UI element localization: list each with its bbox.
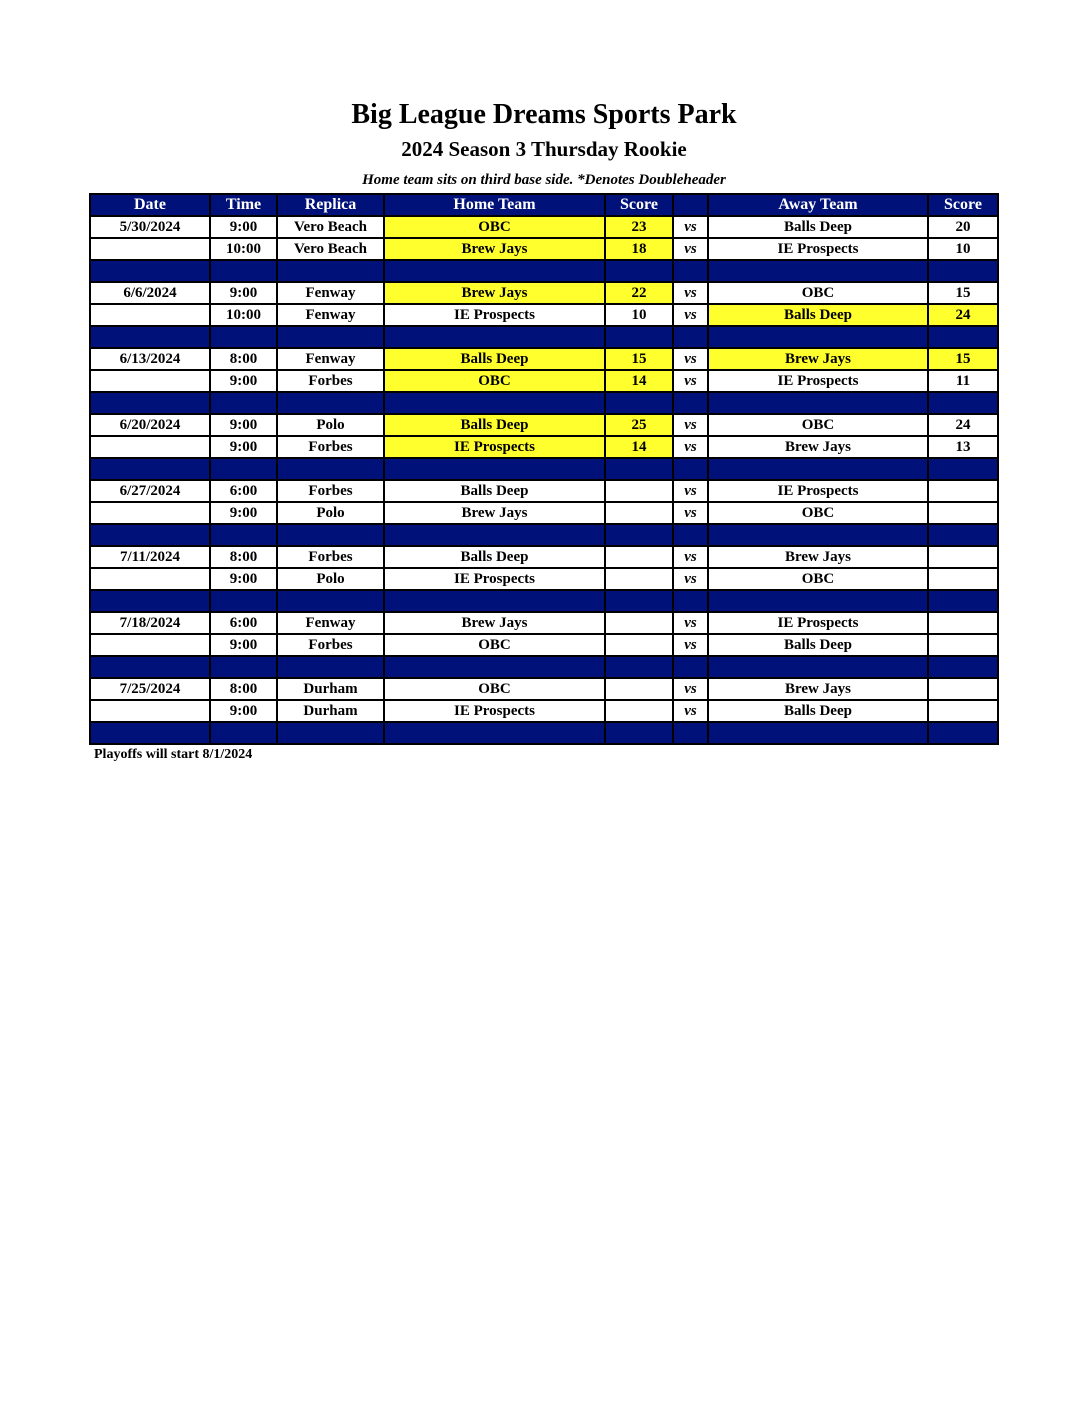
date-cell [90,568,210,590]
game-row [90,282,998,304]
home-team-cell: OBC [384,216,605,238]
away-team-cell: Balls Deep [708,634,928,656]
game-row [90,634,998,656]
date-cell [90,436,210,458]
time-cell: 10:00 [210,238,277,260]
date-cell: 7/11/2024 [90,546,210,568]
spacer-cell [673,458,708,480]
replica-cell: Durham [277,678,384,700]
column-header-date: Date [90,194,210,216]
home-team-cell: Brew Jays [384,238,605,260]
away-score-cell: 15 [928,282,998,304]
away-score-cell [928,502,998,524]
time-cell: 9:00 [210,502,277,524]
spacer-cell [384,260,605,282]
spacer-cell [605,326,673,348]
spacer-cell [928,590,998,612]
spacer-cell [384,722,605,744]
replica-cell: Polo [277,414,384,436]
home-score-cell [605,700,673,722]
spacer-cell [384,458,605,480]
spacer-cell [90,524,210,546]
spacer-cell [277,458,384,480]
vs-cell: vs [673,216,708,238]
spacer-cell [210,590,277,612]
date-cell [90,502,210,524]
schedule-note: Home team sits on third base side. *Denotes Doubleheader [362,172,726,188]
home-team-cell: Brew Jays [384,282,605,304]
away-team-cell: IE Prospects [708,370,928,392]
away-team-cell: OBC [708,502,928,524]
spacer-cell [708,392,928,414]
spacer-cell [90,260,210,282]
schedule-body [90,194,998,744]
spacer-cell [277,722,384,744]
spacer-cell [605,524,673,546]
spacer-cell [605,656,673,678]
away-score-cell: 11 [928,370,998,392]
date-cell: 7/25/2024 [90,678,210,700]
home-score-cell [605,480,673,502]
spacer-row [90,326,998,348]
home-team-cell: OBC [384,370,605,392]
home-score-cell: 22 [605,282,673,304]
away-score-cell [928,568,998,590]
spacer-cell [605,590,673,612]
spacer-cell [277,524,384,546]
spacer-cell [928,392,998,414]
home-score-cell [605,634,673,656]
away-team-cell: OBC [708,568,928,590]
spacer-cell [90,392,210,414]
away-team-cell: OBC [708,414,928,436]
game-row [90,612,998,634]
vs-cell: vs [673,502,708,524]
date-cell: 6/27/2024 [90,480,210,502]
spacer-cell [277,656,384,678]
away-score-cell [928,678,998,700]
home-team-cell: IE Prospects [384,700,605,722]
spacer-cell [708,260,928,282]
spacer-cell [708,722,928,744]
time-cell: 8:00 [210,678,277,700]
vs-cell: vs [673,436,708,458]
home-team-cell: IE Prospects [384,568,605,590]
vs-cell: vs [673,414,708,436]
home-score-cell [605,502,673,524]
spacer-cell [277,326,384,348]
replica-cell: Fenway [277,282,384,304]
game-row [90,216,998,238]
spacer-cell [210,260,277,282]
game-row [90,436,998,458]
home-team-cell: Brew Jays [384,502,605,524]
date-cell [90,238,210,260]
date-cell [90,304,210,326]
column-header-home-score: Score [605,194,673,216]
vs-cell: vs [673,480,708,502]
away-score-cell: 20 [928,216,998,238]
away-score-cell [928,700,998,722]
home-score-cell: 18 [605,238,673,260]
time-cell: 9:00 [210,216,277,238]
spacer-cell [210,458,277,480]
game-row [90,348,998,370]
away-team-cell: IE Prospects [708,612,928,634]
time-cell: 9:00 [210,414,277,436]
spacer-cell [928,524,998,546]
replica-cell: Forbes [277,480,384,502]
spacer-row [90,458,998,480]
home-score-cell [605,568,673,590]
spacer-cell [384,656,605,678]
vs-cell: vs [673,568,708,590]
spacer-cell [384,524,605,546]
game-row [90,502,998,524]
vs-cell: vs [673,634,708,656]
spacer-cell [210,524,277,546]
home-team-cell: Brew Jays [384,612,605,634]
spacer-cell [384,590,605,612]
spacer-cell [90,590,210,612]
away-team-cell: Brew Jays [708,436,928,458]
vs-cell: vs [673,238,708,260]
spacer-cell [928,458,998,480]
spacer-cell [277,392,384,414]
spacer-cell [384,392,605,414]
spacer-cell [210,392,277,414]
replica-cell: Vero Beach [277,216,384,238]
game-row [90,414,998,436]
spacer-cell [90,326,210,348]
time-cell: 8:00 [210,348,277,370]
home-score-cell: 23 [605,216,673,238]
time-cell: 8:00 [210,546,277,568]
column-header-replica: Replica [277,194,384,216]
replica-cell: Fenway [277,304,384,326]
spacer-row [90,392,998,414]
home-score-cell [605,612,673,634]
spacer-cell [605,392,673,414]
home-team-cell: OBC [384,634,605,656]
time-cell: 6:00 [210,480,277,502]
playoffs-note: Playoffs will start 8/1/2024 [94,747,253,762]
away-team-cell: Brew Jays [708,348,928,370]
spacer-cell [605,260,673,282]
game-row [90,700,998,722]
replica-cell: Forbes [277,436,384,458]
game-row [90,568,998,590]
home-team-cell: Balls Deep [384,348,605,370]
spacer-cell [210,656,277,678]
column-header-away-score: Score [928,194,998,216]
home-score-cell [605,546,673,568]
spacer-cell [928,260,998,282]
spacer-cell [210,326,277,348]
home-score-cell [605,678,673,700]
away-score-cell: 13 [928,436,998,458]
spacer-cell [384,326,605,348]
spacer-row [90,524,998,546]
away-score-cell: 24 [928,304,998,326]
time-cell: 10:00 [210,304,277,326]
spacer-cell [605,458,673,480]
game-row [90,480,998,502]
time-cell: 9:00 [210,370,277,392]
replica-cell: Durham [277,700,384,722]
vs-cell: vs [673,700,708,722]
schedule-table [89,193,999,745]
time-cell: 9:00 [210,282,277,304]
away-team-cell: OBC [708,282,928,304]
date-cell [90,370,210,392]
spacer-cell [708,458,928,480]
away-score-cell: 10 [928,238,998,260]
home-score-cell: 14 [605,436,673,458]
home-team-cell: Balls Deep [384,480,605,502]
spacer-cell [673,326,708,348]
replica-cell: Fenway [277,348,384,370]
away-score-cell [928,480,998,502]
spacer-row [90,656,998,678]
time-cell: 9:00 [210,436,277,458]
column-header-vs [673,194,708,216]
spacer-cell [673,260,708,282]
spacer-cell [277,260,384,282]
replica-cell: Forbes [277,370,384,392]
spacer-cell [277,590,384,612]
spacer-cell [673,656,708,678]
spacer-row [90,590,998,612]
spacer-cell [673,524,708,546]
away-team-cell: Balls Deep [708,700,928,722]
home-team-cell: OBC [384,678,605,700]
replica-cell: Vero Beach [277,238,384,260]
game-row [90,546,998,568]
vs-cell: vs [673,304,708,326]
home-score-cell: 10 [605,304,673,326]
time-cell: 9:00 [210,634,277,656]
spacer-cell [90,722,210,744]
replica-cell: Polo [277,568,384,590]
away-score-cell [928,546,998,568]
home-score-cell: 25 [605,414,673,436]
spacer-cell [928,326,998,348]
vs-cell: vs [673,348,708,370]
replica-cell: Forbes [277,546,384,568]
date-cell: 6/6/2024 [90,282,210,304]
game-row [90,238,998,260]
away-team-cell: IE Prospects [708,480,928,502]
away-score-cell: 15 [928,348,998,370]
date-cell [90,634,210,656]
vs-cell: vs [673,612,708,634]
spacer-cell [708,326,928,348]
page-subtitle: 2024 Season 3 Thursday Rookie [401,137,687,161]
away-team-cell: IE Prospects [708,238,928,260]
spacer-cell [928,656,998,678]
date-cell: 5/30/2024 [90,216,210,238]
away-score-cell: 24 [928,414,998,436]
vs-cell: vs [673,546,708,568]
vs-cell: vs [673,282,708,304]
away-team-cell: Brew Jays [708,546,928,568]
date-cell [90,700,210,722]
away-score-cell [928,612,998,634]
time-cell: 9:00 [210,568,277,590]
spacer-cell [673,590,708,612]
away-team-cell: Brew Jays [708,678,928,700]
game-row [90,370,998,392]
spacer-cell [708,524,928,546]
spacer-cell [673,722,708,744]
time-cell: 6:00 [210,612,277,634]
spacer-cell [708,656,928,678]
column-header-time: Time [210,194,277,216]
spacer-cell [210,722,277,744]
home-team-cell: Balls Deep [384,546,605,568]
vs-cell: vs [673,678,708,700]
header-row [90,194,998,216]
game-row [90,304,998,326]
spacer-cell [928,722,998,744]
spacer-row [90,722,998,744]
date-cell: 7/18/2024 [90,612,210,634]
date-cell: 6/20/2024 [90,414,210,436]
home-team-cell: IE Prospects [384,436,605,458]
home-team-cell: Balls Deep [384,414,605,436]
away-team-cell: Balls Deep [708,216,928,238]
vs-cell: vs [673,370,708,392]
spacer-row [90,260,998,282]
spacer-cell [673,392,708,414]
time-cell: 9:00 [210,700,277,722]
away-team-cell: Balls Deep [708,304,928,326]
spacer-cell [708,590,928,612]
home-score-cell: 14 [605,370,673,392]
spacer-cell [90,458,210,480]
column-header-away-team: Away Team [708,194,928,216]
replica-cell: Polo [277,502,384,524]
column-header-home-team: Home Team [384,194,605,216]
date-cell: 6/13/2024 [90,348,210,370]
page-title: Big League Dreams Sports Park [351,99,737,130]
home-score-cell: 15 [605,348,673,370]
spacer-cell [605,722,673,744]
home-team-cell: IE Prospects [384,304,605,326]
replica-cell: Fenway [277,612,384,634]
game-row [90,678,998,700]
spacer-cell [90,656,210,678]
replica-cell: Forbes [277,634,384,656]
away-score-cell [928,634,998,656]
